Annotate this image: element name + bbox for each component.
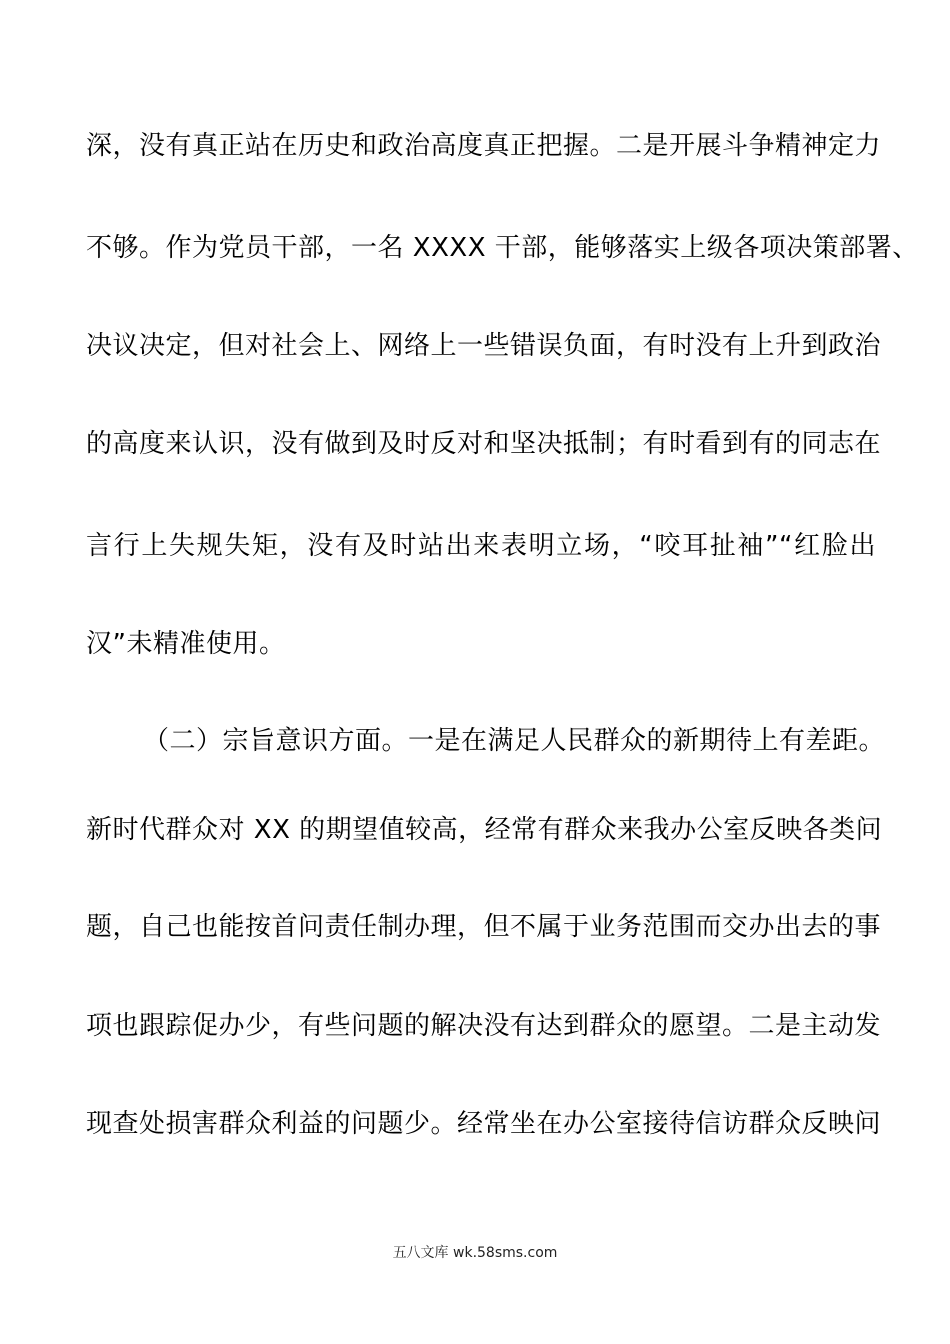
text-line-11: 现查处损害群众利益的问题少。经常坐在办公室接待信访群众反映问 xyxy=(86,1109,882,1139)
footer-watermark: 五八文库 wk.58sms.com xyxy=(392,1245,558,1261)
text-line-8: 新时代群众对 XX 的期望值较高，经常有群众来我办公室反映各类问 xyxy=(86,815,883,845)
text-line-5: 言行上失规失矩，没有及时站出来表明立场，“咬耳扯袖”“红脸出 xyxy=(86,531,876,561)
text-line-2: 不够。作为党员干部，一名 XXXX 干部，能够落实上级各项决策部署、 xyxy=(86,233,919,263)
text-line-1: 深，没有真正站在历史和政治高度真正把握。二是开展斗争精神定力 xyxy=(86,131,882,161)
text-line-9: 题，自己也能按首问责任制办理，但不属于业务范围而交办出去的事 xyxy=(86,912,882,942)
text-line-10: 项也跟踪促办少，有些问题的解决没有达到群众的愿望。二是主动发 xyxy=(86,1011,882,1041)
text-line-4: 的高度来认识，没有做到及时反对和坚决抵制；有时看到有的同志在 xyxy=(86,429,882,459)
text-line-3: 决议决定，但对社会上、网络上一些错误负面，有时没有上升到政治 xyxy=(86,331,882,361)
section-heading-line: （二）宗旨意识方面。一是在满足人民群众的新期待上有差距。 xyxy=(143,726,886,756)
text-line-6: 汉”未精准使用。 xyxy=(86,629,286,659)
